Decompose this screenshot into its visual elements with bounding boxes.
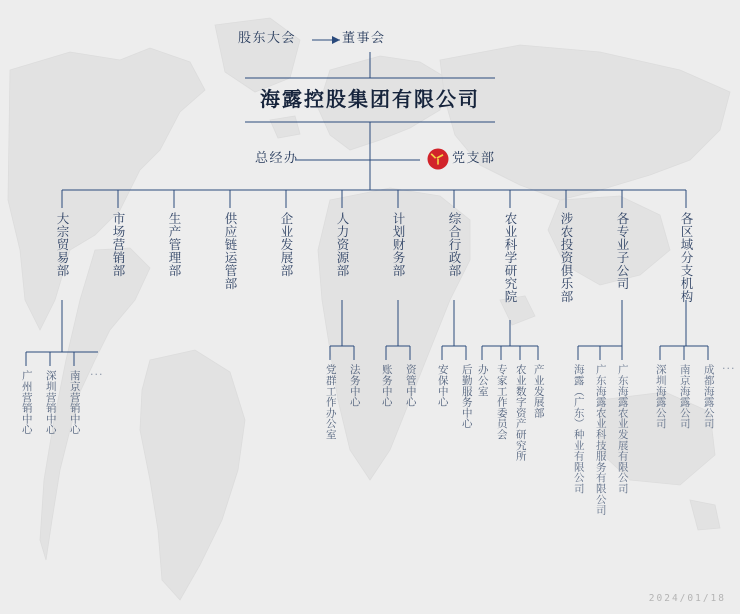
node-board-of-directors[interactable]: 董事会 (342, 31, 386, 46)
dept-bulk-trade[interactable]: 大宗贸易部 (55, 212, 70, 277)
dept-regional-branches[interactable]: 各区域分支机构 (679, 212, 694, 303)
sub-legal-center[interactable]: 法务中心 (348, 364, 361, 408)
sub-shenzhen-marketing-center[interactable]: 深圳营销中心 (44, 370, 57, 435)
dept-agri-research-institute[interactable]: 农业科学研究院 (503, 212, 518, 303)
sub-expert-committee[interactable]: 专家工作委员会 (495, 364, 508, 440)
node-general-office[interactable]: 总经办 (255, 151, 299, 166)
dept-agri-investment-club[interactable]: 涉农投资俱乐部 (559, 212, 574, 303)
node-shareholders-meeting[interactable]: 股东大会 (238, 31, 297, 46)
sub-industry-development[interactable]: 产业发展部 (532, 364, 545, 418)
dept-enterprise-development[interactable]: 企业发展部 (279, 212, 294, 277)
dept-supply-chain[interactable]: 供应链运管部 (223, 212, 238, 290)
dept-production-mgmt[interactable]: 生产管理部 (167, 212, 182, 277)
sub-asset-mgmt-center[interactable]: 资管中心 (404, 364, 417, 408)
sub-nanjing-marketing-center[interactable]: 南京营销中心 (68, 370, 81, 435)
dept-general-admin[interactable]: 综合行政部 (447, 212, 462, 277)
sub-guangdong-hailu-agridev[interactable]: 广东海露农业发展有限公司 (616, 364, 629, 494)
sub-digital-asset-research[interactable]: 农业数字资产研究所 (514, 364, 527, 462)
sub-guangdong-hailu-agritech[interactable]: 广东海露农业科技服务有限公司 (594, 364, 607, 516)
ellipsis-right: ··· (722, 362, 736, 375)
sub-security-center[interactable]: 安保中心 (436, 364, 449, 408)
party-emblem-icon (427, 148, 449, 170)
sub-logistics-service-center[interactable]: 后勤服务中心 (460, 364, 473, 429)
dept-marketing[interactable]: 市场营销部 (111, 212, 126, 277)
sub-hailu-guangdong-seed[interactable]: 海露（广东）种业有限公司 (572, 364, 585, 494)
node-party-branch[interactable]: 党支部 (452, 151, 496, 166)
sub-chengdu-hailu[interactable]: 成都海露公司 (702, 364, 715, 429)
sub-party-work-office[interactable]: 党群工作办公室 (324, 364, 337, 440)
date-stamp: 2024/01/18 (648, 593, 726, 604)
sub-shenzhen-hailu[interactable]: 深圳海露公司 (654, 364, 667, 429)
dept-planning-finance[interactable]: 计划财务部 (391, 212, 406, 277)
ellipsis-left: ··· (90, 368, 104, 381)
sub-accounting-center[interactable]: 账务中心 (380, 364, 393, 408)
dept-human-resources[interactable]: 人力资源部 (335, 212, 350, 277)
sub-office[interactable]: 办公室 (476, 364, 489, 397)
dept-professional-subsidiaries[interactable]: 各专业子公司 (615, 212, 630, 290)
node-company-name[interactable]: 海露控股集团有限公司 (260, 87, 480, 111)
sub-nanjing-hailu[interactable]: 南京海露公司 (678, 364, 691, 429)
sub-guangzhou-marketing-center[interactable]: 广州营销中心 (20, 370, 33, 435)
